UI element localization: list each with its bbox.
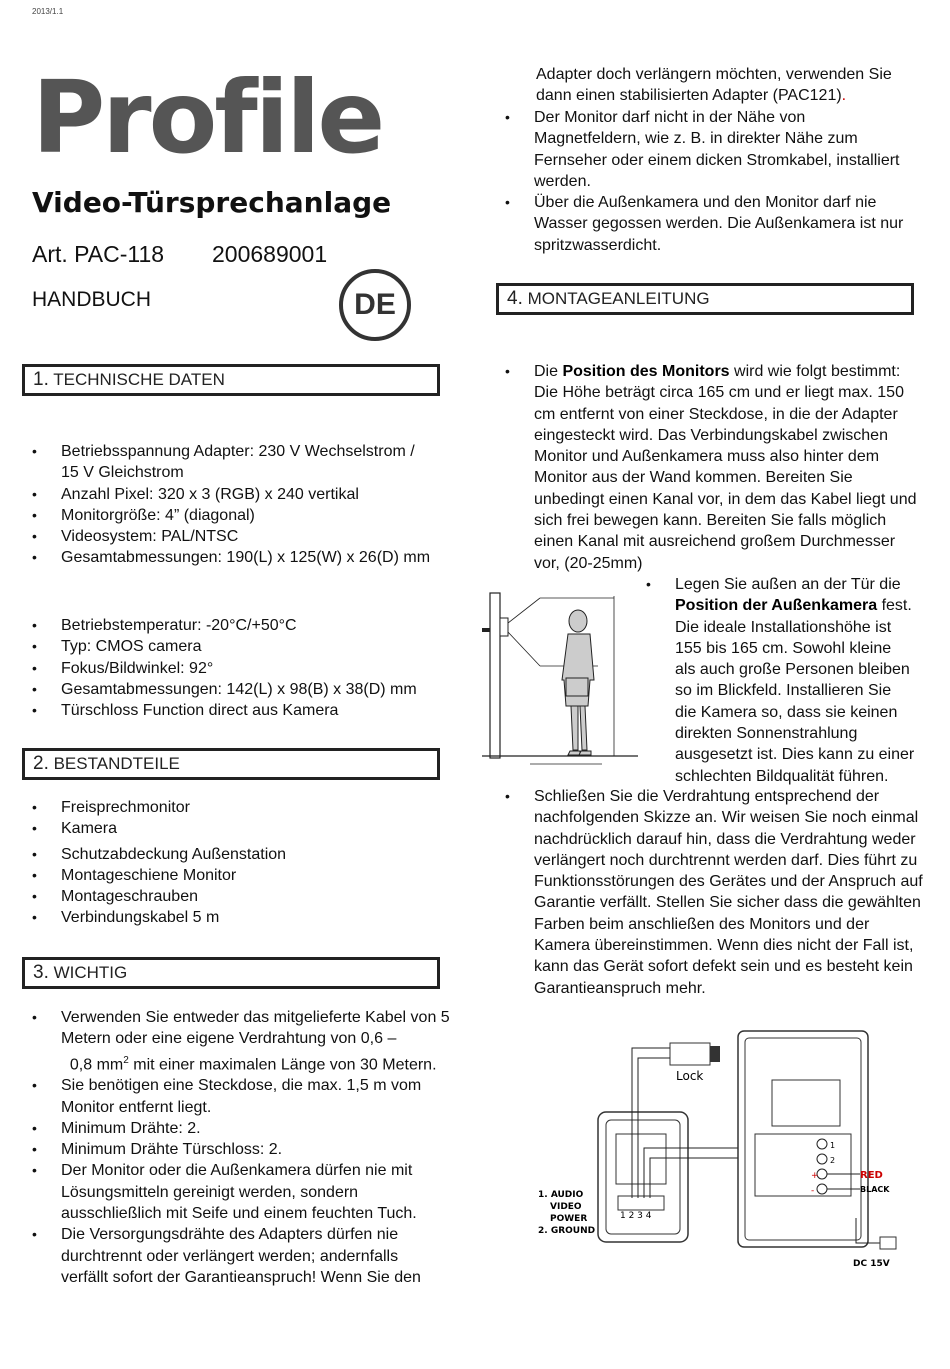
section-number: 3.	[33, 962, 49, 983]
view-line-top	[508, 598, 540, 623]
section-bestandteile-header	[22, 748, 440, 780]
terminal-2-label: 2	[830, 1156, 836, 1165]
camera-terminal-block	[618, 1196, 664, 1210]
monitor-terminal-area	[755, 1134, 851, 1196]
section-wichtig-header	[22, 957, 440, 989]
power-plug	[880, 1237, 896, 1249]
list-item: • Sie benötigen eine Steckdose, die max. 1,5 m vom Monitor entfernt liegt.	[32, 1075, 450, 1118]
terminal-1-label: 1	[830, 1141, 836, 1150]
article-number: 200689001	[212, 241, 328, 267]
manual-label: HANDBUCH	[32, 288, 152, 311]
section-number: 4.	[507, 288, 523, 309]
list-item: • Minimum Drähte: 2.	[32, 1118, 450, 1139]
camera-terminal-numbers: 1 2 3 4	[620, 1211, 652, 1221]
section-number: 1.	[33, 369, 49, 390]
list-item: • Verwenden Sie entweder das mitgelieferte Kabel von 5 Metern oder eine eigene Verdrahtung von 0,6 – 0,8 $mm^2$ mit einer maximalen Länge von 30 Metern.	[32, 1007, 450, 1075]
section-title: BESTANDTEILE	[53, 754, 180, 773]
door-handle	[482, 628, 490, 632]
list-item: • Freisprechmonitor	[32, 797, 432, 818]
terminal-minus-label: -	[811, 1186, 815, 1196]
list-item: • Minimum Drähte Türschloss: 2.	[32, 1139, 450, 1160]
door-frame	[490, 593, 500, 758]
list-item: • Die Position des Monitors wird wie folgt bestimmt: Die Höhe beträgt circa 165 cm und er liegt max. 150 cm entfernt von einer Steckdose, in die der Adapter eingesteckt wird. Das Verbindungskabel zwischen Monitor und Außenkamera muss also hinter dem Monitor aus der Wand kommen. Bereiten Sie unbedingt einen Kanal vor, in dem das Kabel liegt und sich frei bewegen kann. Bereiten Sie falls möglich einen Kanal mit ausreichend großem Durchmesser vor, (20-25mm)	[505, 361, 925, 574]
section-number: 2.	[33, 753, 49, 774]
installation-illustration	[478, 588, 643, 773]
person-silhouette	[562, 610, 594, 755]
lock-label: Lock	[676, 1069, 704, 1083]
tech-data-list-a	[32, 441, 432, 569]
language-badge: DE	[339, 269, 411, 341]
list-item: • Schließen Sie die Verdrahtung entsprechend der nachfolgenden Skizze an. Wir weisen Sie noch einmal nachdrücklich darauf hin, dass die Verdrahtung weder verlängert noch durchtrennt werden darf. Dies führt zu Funktionsstörungen des Gerätes und der Anspruch auf Garantie verfällt. Stellen Sie sicher dass die gewählten Farben beim anschließen des Monitors und der Kamera übereinstimmen. Wenn dies nicht der Fall ist, kann das Gerät sofort defekt sein und es besteht kein Garantieanspruch mehr.	[505, 786, 925, 999]
list-item: • Gesamtabmessungen: 142(L) x 98(B) x 38(D) mm	[32, 679, 442, 700]
list-item: • Anzahl Pixel: 320 x 3 (RGB) x 240 vertikal	[32, 484, 432, 505]
red-wire-label: RED	[860, 1170, 883, 1181]
section-technische-daten-header	[22, 364, 440, 396]
list-item: • Verbindungskabel 5 m	[32, 907, 432, 928]
list-item: • Kamera	[32, 818, 432, 839]
important-list	[32, 1007, 450, 1288]
list-item: • Gesamtabmessungen: 190(L) x 125(W) x 26(D) mm	[32, 547, 432, 568]
list-item: • Der Monitor darf nicht in der Nähe von Magnetfeldern, wie z. B. in direkter Nähe zum Fernseher oder einem dicken Stromkabel, installiert werden.	[505, 107, 915, 192]
dc-label: DC 15V	[853, 1259, 890, 1269]
lock-unit	[670, 1043, 710, 1065]
terminal-2	[817, 1154, 827, 1164]
brand-logo: Profile	[32, 59, 383, 176]
continued-text: Adapter doch verlängern möchten, verwenden Sie dann einen stabilisierten Adapter (PAC121).	[536, 66, 892, 105]
list-item: • Betriebstemperatur: -20°C/+50°C	[32, 615, 442, 636]
list-item: • Fokus/Bildwinkel: 92°	[32, 658, 442, 679]
list-item: • Montageschiene Monitor	[32, 865, 432, 886]
list-item: • Typ: CMOS camera	[32, 636, 442, 657]
components-list	[32, 797, 432, 929]
list-item: • Videosystem: PAL/NTSC	[32, 526, 432, 547]
section-title: TECHNISCHE DATEN	[53, 370, 225, 389]
section-title: MONTAGEANLEITUNG	[527, 289, 710, 308]
monitor-bracket	[772, 1080, 840, 1126]
wiring-diagram	[530, 1028, 900, 1273]
list-item: • Montageschrauben	[32, 886, 432, 907]
montage-list-camera	[646, 574, 916, 787]
view-line-bottom	[508, 632, 540, 666]
list-item: • Über die Außenkamera und den Monitor darf nie Wasser gegossen werden. Die Außenkamera ist nur spritzwasserdicht.	[505, 192, 915, 256]
terminal-plus-label: +	[811, 1171, 819, 1181]
list-item: • Die Versorgungsdrähte des Adapters dürfen nie durchtrennt oder verlängert werden; andernfalls verfällt sofort der Garantieanspruch! Wenn Sie den	[32, 1224, 450, 1288]
list-item: • Legen Sie außen an der Tür die Position der Außenkamera fest. Die ideale Installationshöhe ist 155 bis 165 cm. Sowohl kleine als auch große Personen bleiben so im Blickfeld. Installieren Sie die Kamera so, dass sie keinen direkten Sonnenstrahlung ausgesetzt ist. Dies kann zu einer schlechten Bildqualität führen.	[646, 574, 916, 787]
camera-lens-area	[616, 1134, 666, 1184]
document-date: 2013/1.1	[32, 7, 64, 16]
legend-power: POWER	[550, 1214, 588, 1224]
section-title: WICHTIG	[53, 963, 128, 982]
list-item: • Türschloss Function direct aus Kamera	[32, 700, 442, 721]
legend-video: VIDEO	[550, 1202, 582, 1212]
list-item: • Betriebsspannung Adapter: 230 V Wechselstrom / 15 V Gleichstrom	[32, 441, 432, 484]
article-label: Art. PAC-118	[32, 241, 165, 267]
tech-data-list-b	[32, 615, 442, 721]
list-item: • Schutzabdeckung Außenstation	[32, 844, 432, 865]
montage-list-wiring	[505, 786, 925, 999]
black-wire-label: BLACK	[860, 1185, 890, 1194]
montage-list-a	[505, 361, 925, 574]
lock-bolt	[710, 1046, 720, 1062]
list-item: • Der Monitor oder die Außenkamera dürfen nie mit Lösungsmitteln gereinigt werden, sondern ausschließlich mit Seife und einem feuchten Tuch.	[32, 1160, 450, 1224]
important-list-continued	[505, 107, 915, 256]
legend-audio: 1. AUDIO	[538, 1190, 584, 1200]
page-title: Video-Türsprechanlage	[32, 186, 392, 219]
terminal-1	[817, 1139, 827, 1149]
camera-shape	[500, 618, 508, 636]
terminal-minus	[817, 1184, 827, 1194]
list-item: • Monitorgröße: 4” (diagonal)	[32, 505, 432, 526]
section-montageanleitung-header	[496, 283, 914, 315]
legend-ground: 2. GROUND	[538, 1226, 596, 1236]
